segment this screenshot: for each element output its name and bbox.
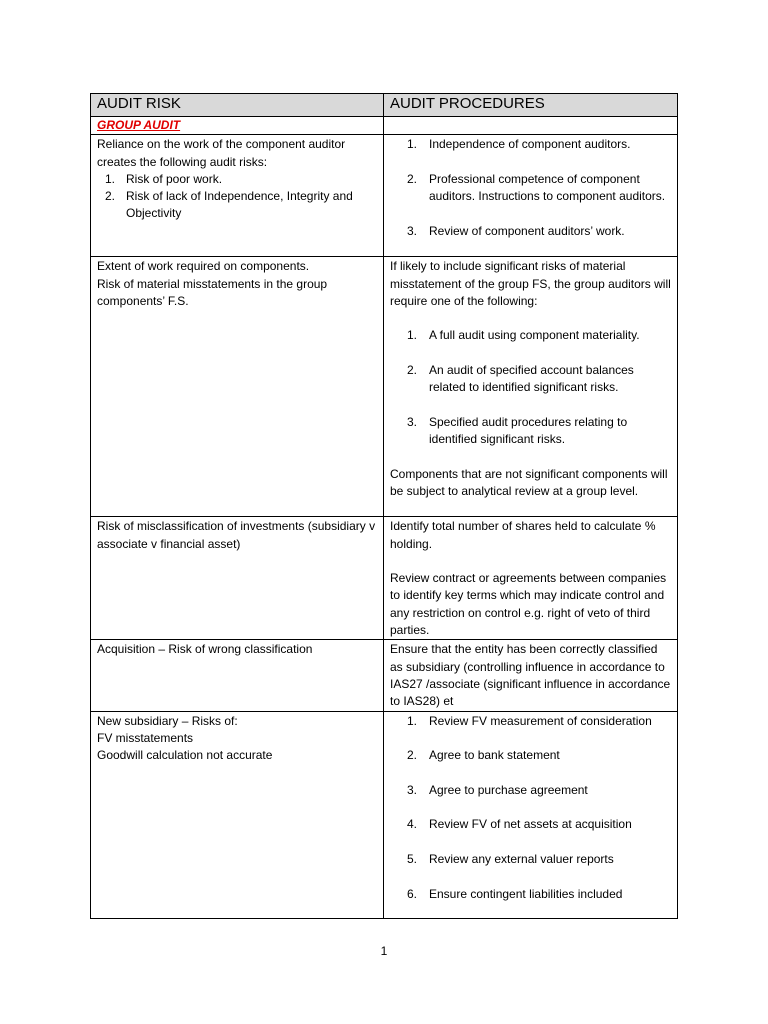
procedures-paragraph: Identify total number of shares held to calculate % holding. (390, 519, 656, 551)
risk-cell (91, 517, 384, 640)
list-item: 3. Specified audit procedures relating to identified significant risks. (406, 414, 628, 447)
list-item: 4. Review FV of net assets at acquisition (406, 817, 632, 832)
list-item: 3. Agree to purchase agreement (406, 782, 588, 797)
page-number: 1 (380, 944, 388, 958)
risk-text: Acquisition – Risk of wrong classification (97, 642, 313, 657)
risk-cell (91, 135, 384, 257)
risk-line: FV misstatements (97, 730, 194, 745)
risk-line: New subsidiary – Risks of: (97, 713, 238, 728)
group-audit-label: GROUP AUDIT (97, 118, 181, 132)
list-item: 3. Review of component auditors’ work. (406, 223, 625, 238)
procedures-text: Ensure that the entity has been correctly classified as subsidiary (controlling influence in accordance to IAS27 /associate (significant influence in accordance to IAS28) et (390, 642, 671, 709)
procedures-cell (384, 711, 678, 918)
risk-intro: Reliance on the work of the component auditor creates the following audit risks: (97, 137, 346, 169)
table-row (91, 711, 678, 918)
audit-table (90, 93, 678, 919)
risk-cell (91, 257, 384, 517)
list-item: 1. Review FV measurement of consideration (406, 713, 652, 728)
list-item: 2. Risk of lack of Independence, Integrity and Objectivity (104, 189, 353, 221)
header-audit-procedures: AUDIT PROCEDURES (384, 94, 678, 117)
audit-table-container (90, 93, 677, 919)
list-item: 1. Risk of poor work. (104, 171, 223, 186)
risk-line: Extent of work required on components. (97, 259, 310, 274)
procedures-cell (384, 640, 678, 711)
procedures-list (390, 136, 671, 240)
procedures-paragraph: Review contract or agreements between companies to identify key terms which may indicate control and any restriction on control e.g. right of veto of third parties. (390, 571, 667, 638)
list-item: 1. Independence of component auditors. (406, 137, 631, 152)
group-audit-cell (91, 117, 384, 135)
risk-line: Goodwill calculation not accurate (97, 748, 273, 763)
table-row (91, 135, 678, 257)
group-audit-row (91, 117, 678, 135)
empty-cell (384, 117, 678, 135)
risk-text: Risk of misclassification of investments (subsidiary v associate v financial asset) (97, 519, 376, 551)
list-item: 6. Ensure contingent liabilities included (406, 886, 623, 901)
table-row (91, 640, 678, 711)
risk-list (97, 171, 377, 223)
list-item: 2. An audit of specified account balances related to identified significant risks. (406, 363, 634, 395)
procedures-cell (384, 135, 678, 257)
list-item: 5. Review any external valuer reports (406, 851, 614, 866)
procedures-cell (384, 517, 678, 640)
list-item: 2. Professional competence of component auditors. Instructions to component auditors. (406, 171, 666, 204)
list-item: 1. A full audit using component materiality. (406, 328, 640, 343)
risk-cell (91, 711, 384, 918)
list-item: 2. Agree to bank statement (406, 748, 560, 763)
table-row (91, 517, 678, 640)
procedures-list (390, 713, 671, 903)
header-audit-risk: AUDIT RISK (91, 94, 384, 117)
procedures-intro: If likely to include significant risks of material misstatement of the group FS, the group auditors will require one of the following: (390, 259, 671, 308)
table-header-row (91, 94, 678, 117)
table-row (91, 257, 678, 517)
procedures-list (390, 327, 671, 448)
risk-cell (91, 640, 384, 711)
procedures-outro: Components that are not significant components will be subject to analytical review at a group level. (390, 466, 668, 499)
procedures-cell (384, 257, 678, 517)
risk-line: Risk of material misstatements in the group components’ F.S. (97, 276, 328, 308)
